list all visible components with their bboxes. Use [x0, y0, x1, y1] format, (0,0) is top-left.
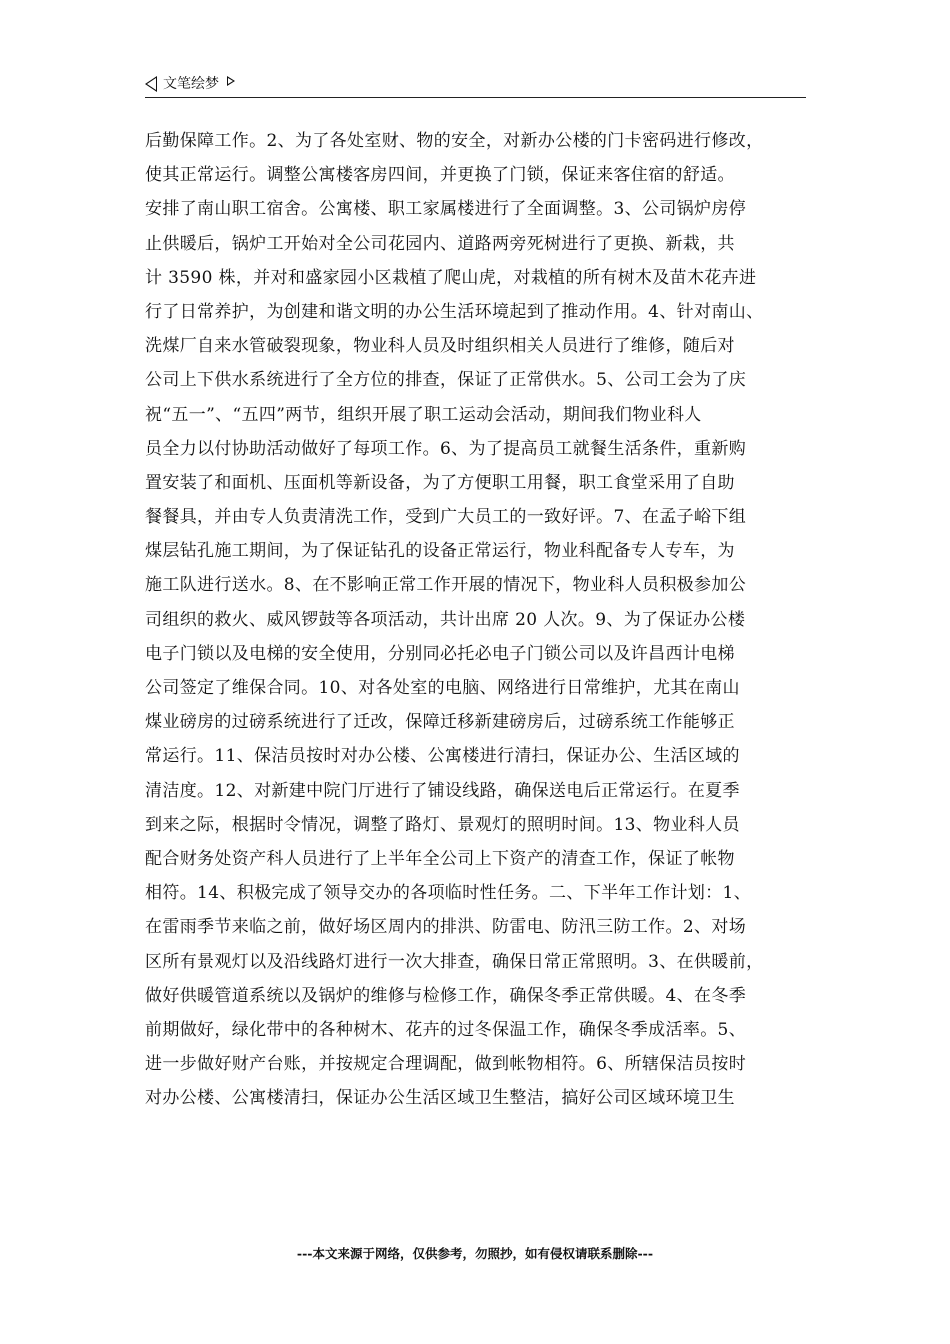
body-line: 公司签定了维保合同。10、对各处室的电脑、网络进行日常维护，尤其在南山 [145, 678, 740, 698]
body-line: 相符。14、积极完成了领导交办的各项临时性任务。二、下半年工作计划：1、 [145, 883, 752, 904]
page-header [145, 74, 806, 98]
header-brand [145, 74, 235, 94]
body-line: 计 3590 株，并对和盛家园小区栽植了爬山虎，对栽植的所有树木及苗木花卉进 [145, 267, 757, 288]
body-line: 清洁度。12、对新建中院门厅进行了铺设线路，确保送电后正常运行。在夏季 [145, 780, 740, 801]
body-line: 公司上下供水系统进行了全方位的排查，保证了正常供水。5、公司工会为了庆 [145, 370, 747, 391]
body-line: 后勤保障工作。2、为了各处室财、物的安全，对新办公楼的门卡密码进行修改， [145, 131, 764, 151]
body-line: 司组织的救火、威风锣鼓等各项活动，共计出席 20 人次。9、为了保证办公楼 [145, 609, 746, 630]
body-line: 置安装了和面机、压面机等新设备，为了方便职工用餐，职工食堂采用了自助 [145, 472, 735, 493]
body-line: 祝“五一”、“五四”两节，组织开展了职工运动会活动，期间我们物业科人 [145, 404, 702, 425]
body-line: 进一步做好财产台账，并按规定合理调配，做到帐物相符。6、所辖保洁员按时 [145, 1054, 747, 1075]
body-line: 止供暖后，锅炉工开始对全公司花园内、道路两旁死树进行了更换、新栽，共 [145, 233, 735, 254]
body-line: 行了日常养护，为创建和谐文明的办公生活环境起到了推动作用。4、针对南山、 [145, 301, 764, 322]
body-line: 电子门锁以及电梯的安全使用，分别同必托必电子门锁公司以及许昌西计电梯 [145, 643, 735, 664]
brand-text: 文笔绘梦 [163, 76, 219, 92]
body-line: 员全力以付协助活动做好了每项工作。6、为了提高员工就餐生活条件，重新购 [145, 438, 747, 459]
body-line: 安排了南山职工宿舍。公寓楼、职工家属楼进行了全面调整。3、公司锅炉房停 [145, 199, 747, 220]
body-line: 在雷雨季节来临之前，做好场区周内的排洪、防雷电、防汛三防工作。2、对场 [145, 917, 747, 938]
footer-notice: ---本文来源于网络，仅供参考，勿照抄，如有侵权请联系删除--- [296, 1246, 654, 1261]
document-body [145, 124, 806, 1115]
body-line: 煤业磅房的过磅系统进行了迁改，保障迁移新建磅房后，过磅系统工作能够正 [145, 712, 735, 733]
body-line: 对办公楼、公寓楼清扫，保证办公生活区域卫生整洁，搞好公司区域环境卫生 [145, 1088, 735, 1109]
body-line: 使其正常运行。调整公寓楼客房四间，并更换了门锁，保证来客住宿的舒适。 [145, 165, 735, 186]
right-triangle-icon [227, 76, 235, 86]
body-line: 洗煤厂自来水管破裂现象，物业科人员及时组织相关人员进行了维修，随后对 [145, 336, 735, 357]
body-line: 做好供暖管道系统以及锅炉的维修与检修工作，确保冬季正常供暖。4、在冬季 [145, 985, 747, 1006]
body-line: 餐餐具，并由专人负责清洗工作，受到广大员工的一致好评。7、在孟子峪下组 [145, 507, 747, 528]
body-line: 前期做好，绿化带中的各种树木、花卉的过冬保温工作，确保冬季成活率。5、 [145, 1019, 747, 1040]
body-line: 常运行。11、保洁员按时对办公楼、公寓楼进行清扫，保证办公、生活区域的 [145, 746, 740, 767]
body-line: 到来之际，根据时令情况，调整了路灯、景观灯的照明时间。13、物业科人员 [145, 814, 740, 835]
left-triangle-icon [145, 76, 157, 92]
body-line: 煤层钻孔施工期间，为了保证钻孔的设备正常运行，物业科配备专人专车，为 [145, 541, 735, 562]
body-line: 配合财务处资产科人员进行了上半年全公司上下资产的清查工作，保证了帐物 [145, 848, 735, 869]
body-line: 施工队进行送水。8、在不影响正常工作开展的情况下，物业科人员积极参加公 [145, 575, 747, 596]
body-line: 区所有景观灯以及沿线路灯进行一次大排查，确保日常正常照明。3、在供暖前， [145, 951, 764, 972]
header-rule [145, 97, 806, 98]
